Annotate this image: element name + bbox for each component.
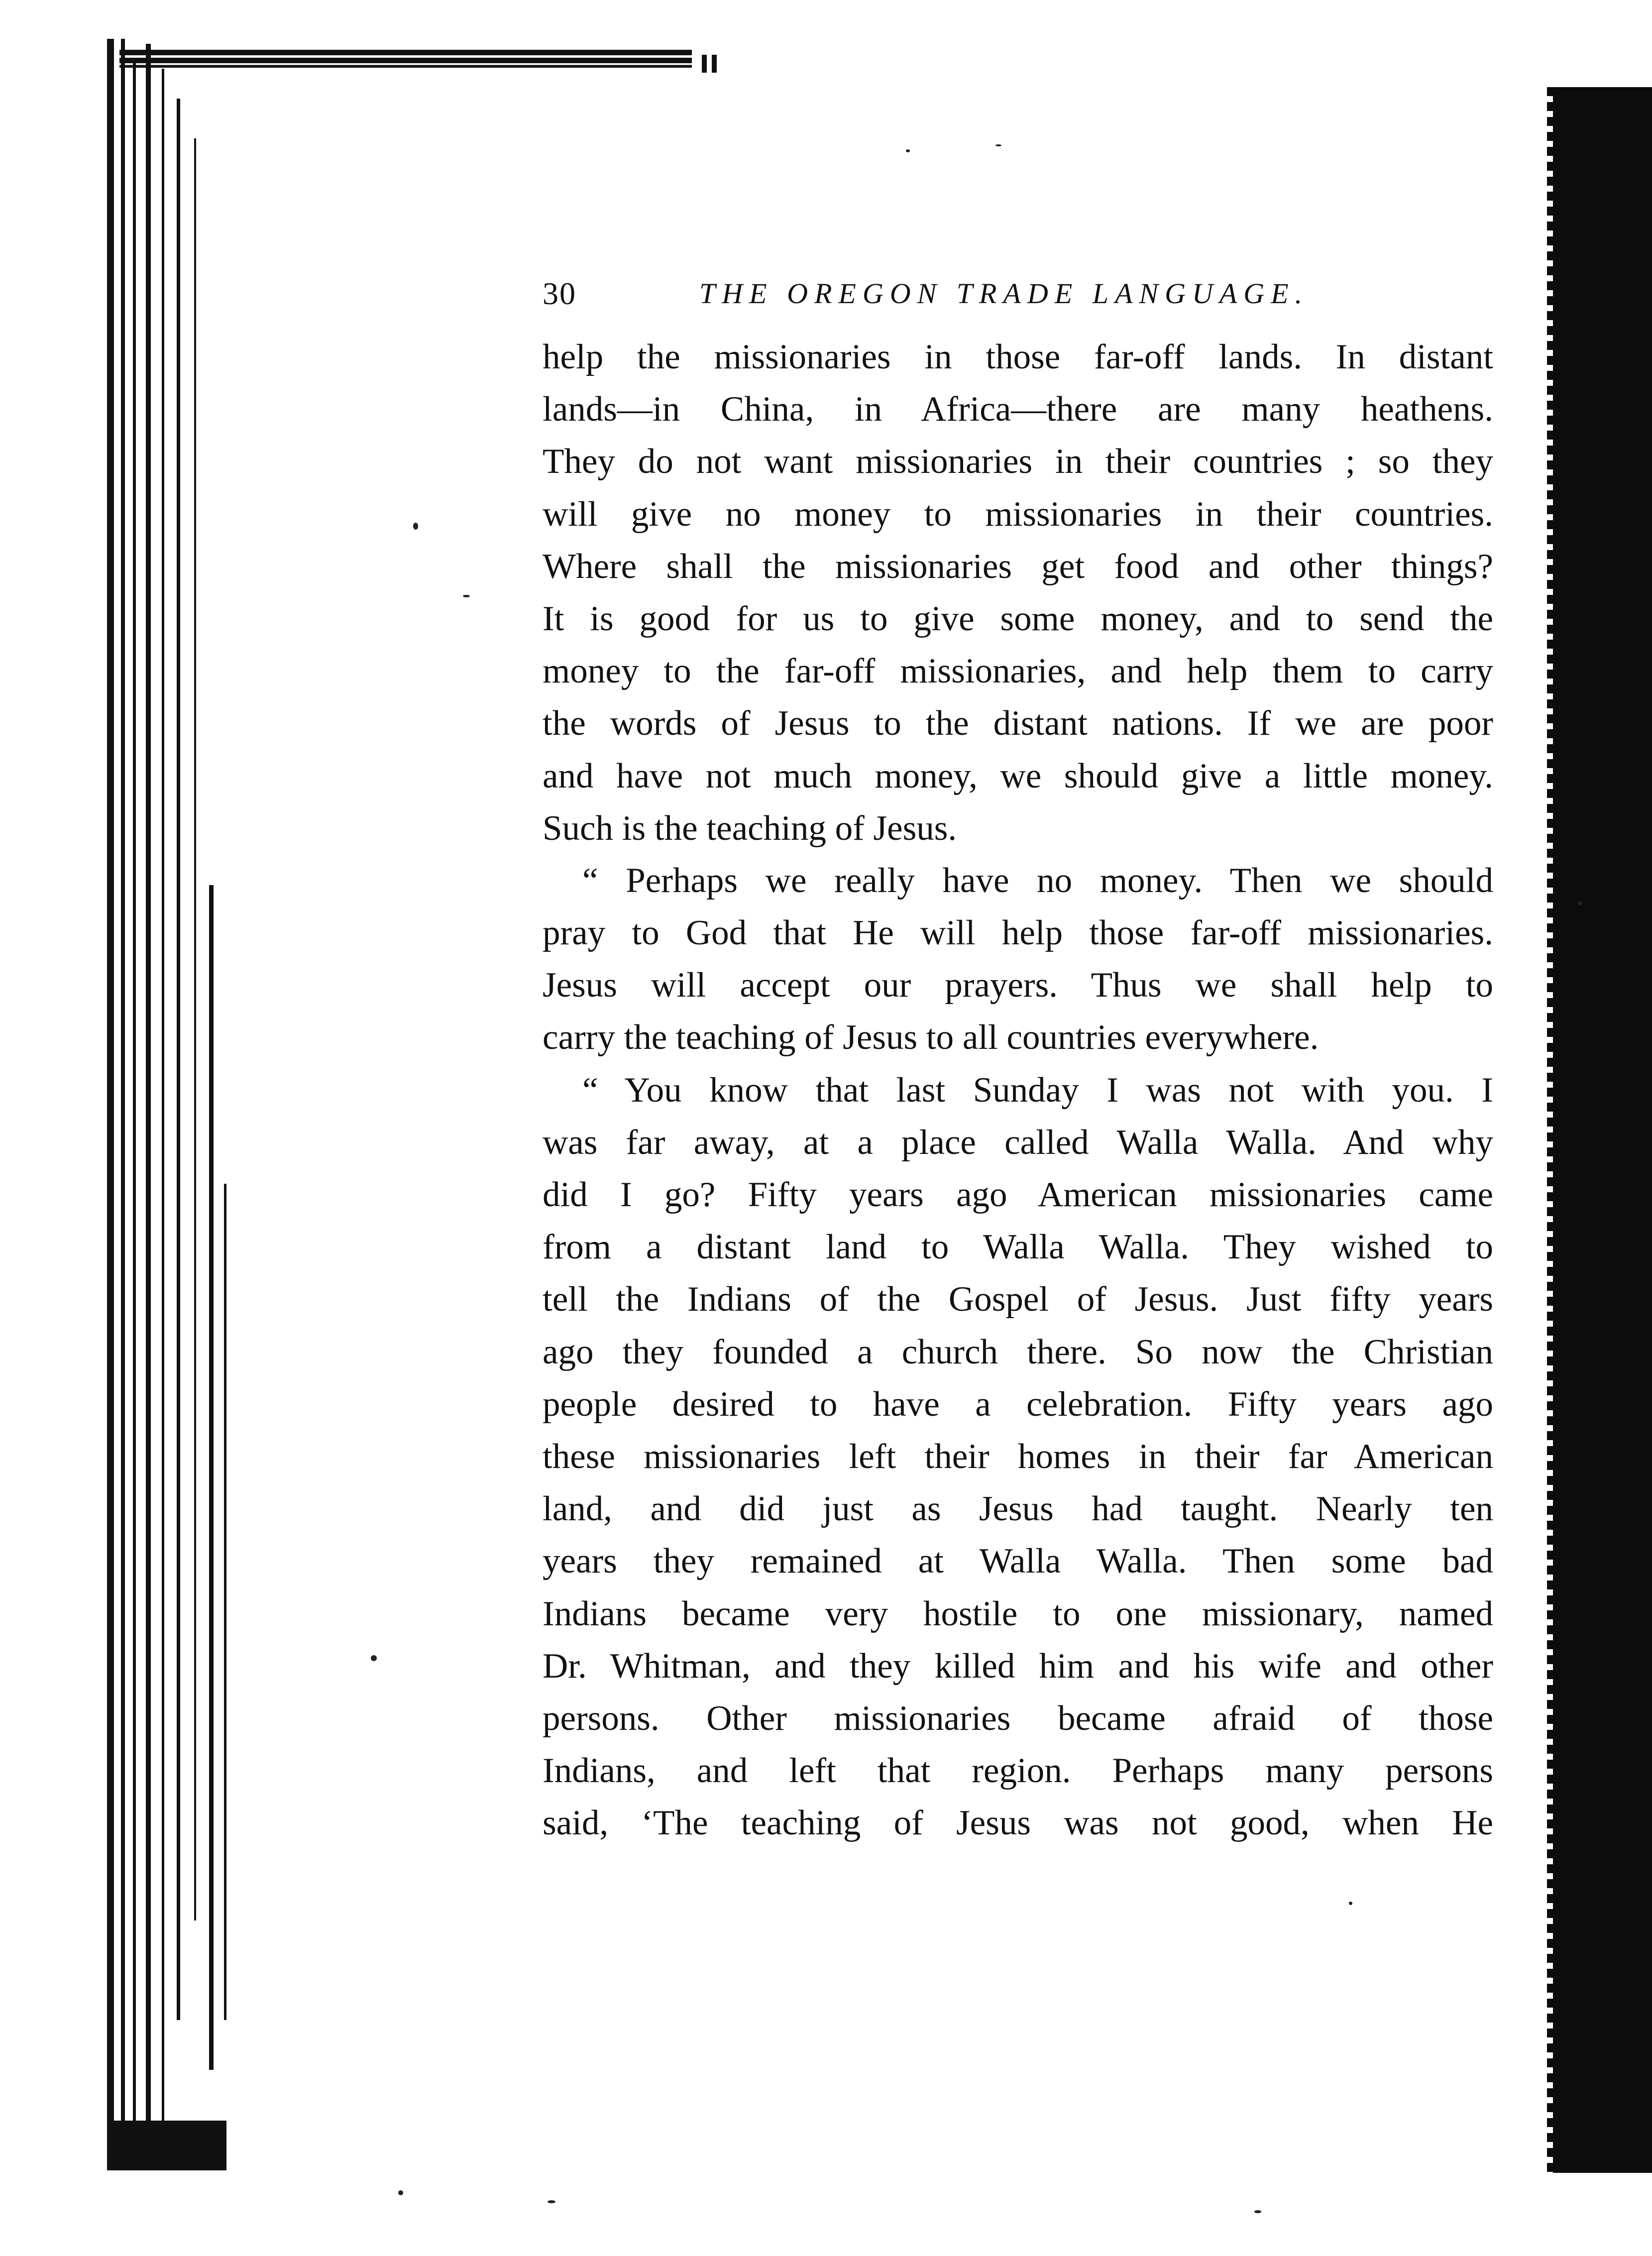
text-line: It is good for us to give some money, and to send the [543,599,1493,638]
text-line: people desired to have a celebration. Fifty years ago [543,1384,1493,1424]
text-line: help the missionaries in those far-off lands. In distant [543,338,1493,376]
page-header [543,271,1399,316]
scan-speck [995,144,1001,146]
text-line: these missionaries left their homes in their far American [543,1437,1493,1476]
text-line: money to the far-off missionaries, and help them to carry [543,652,1493,691]
text-line: tell the Indians of the Gospel of Jesus. Just fifty years [543,1280,1493,1319]
body-text [543,331,1493,1849]
scan-speck [413,523,418,530]
text-line: said, ‘The teaching of Jesus was not good, when He [543,1804,1493,1843]
scan-right-binding-edge [1553,87,1652,2173]
text-line: Jesus will accept our prayers. Thus we shall help to [543,966,1493,1005]
scan-speck [1349,1902,1352,1905]
text-line: Indians became very hostile to one missionary, named [543,1594,1493,1633]
paragraph-2 [543,855,1493,1064]
text-line: “ You know that last Sunday I was not with you. I [582,1070,1493,1110]
scan-left-edge [107,39,241,2169]
paragraph-1 [543,331,1493,855]
running-title: THE OREGON TRADE LANGUAGE. [699,277,1309,310]
text-line: They do not want missionaries in their countries ; so they [543,442,1493,481]
paragraph-3 [543,1064,1493,1850]
text-line: Indians, and left that region. Perhaps many persons [543,1751,1493,1791]
text-line: ago they founded a church there. So now the Christian [543,1332,1493,1371]
scan-speck [1254,2210,1261,2213]
scan-speck [548,2200,555,2203]
text-line: was far away, at a place called Walla Walla. And why [543,1123,1493,1162]
text-line: from a distant land to Walla Walla. They wished to [543,1228,1493,1267]
text-line: Dr. Whitman, and they killed him and his wife and other [543,1646,1493,1686]
scan-speck [371,1655,377,1661]
scan-speck [1578,901,1582,905]
text-line: Where shall the missionaries get food and other things? [543,547,1493,586]
text-line: “ Perhaps we really have no money. Then we should [582,861,1493,900]
text-line: carry the teaching of Jesus to all countries everywhere. [543,1018,1319,1057]
scan-speck [906,149,910,152]
text-line: lands—in China, in Africa—there are many heathens. [543,390,1493,429]
scan-speck [398,2190,403,2195]
text-line: persons. Other missionaries became afraid of those [543,1698,1493,1738]
scan-speck [463,595,470,597]
text-line: the words of Jesus to the distant nations. If we are poor [543,704,1493,743]
scan-top-rule [119,50,692,68]
text-line: years they remained at Walla Walla. Then some bad [543,1542,1493,1581]
page-number: 30 [543,276,576,311]
text-line: land, and did just as Jesus had taught. Nearly ten [543,1489,1493,1529]
text-line: will give no money to missionaries in their countries. [543,494,1493,534]
scan-top-marks [702,55,722,73]
scan-bottom-shadow [107,2121,226,2170]
text-line: did I go? Fifty years ago American missionaries came [543,1175,1493,1214]
text-line: and have not much money, we should give a little money. [543,756,1493,795]
text-line: Such is the teaching of Jesus. [543,808,957,848]
text-line: pray to God that He will help those far-off missionaries. [543,913,1493,953]
